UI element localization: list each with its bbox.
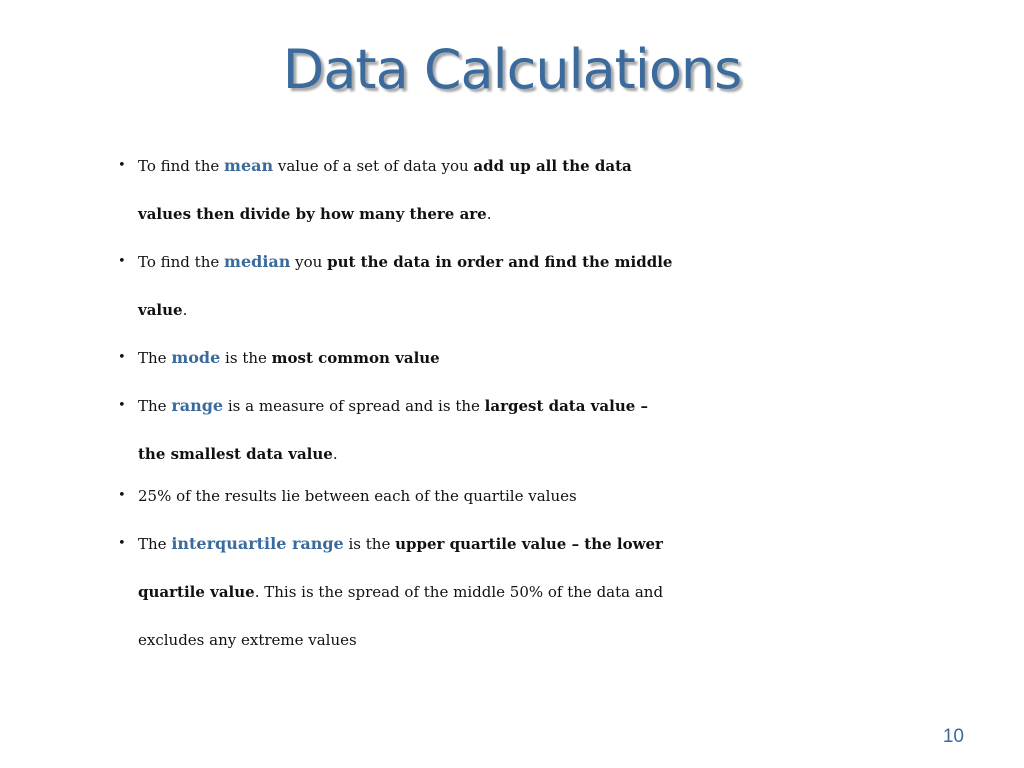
bullet-mode-text: The: [138, 349, 172, 367]
bullet-list: [115, 142, 675, 664]
bullet-median-emphasis: put the data in order and find the middle value: [138, 253, 673, 319]
bullet-quartiles: [115, 472, 675, 520]
bullet-mean-text: To find the: [138, 157, 225, 175]
bullet-iqr-end: . This is the spread of the middle 50% of the data and excludes any extreme values: [138, 583, 664, 649]
bullet-mode: [115, 334, 675, 382]
keyword-median: median: [224, 252, 291, 271]
keyword-mode: mode: [171, 348, 221, 367]
bullet-mean-text-2: value of a set of data you: [273, 157, 474, 175]
bullet-quartiles-text: 25% of the results lie between each of the quartile values: [138, 487, 577, 505]
keyword-range: range: [171, 396, 224, 415]
bullet-interquartile-range: [115, 520, 675, 664]
bullet-range-end: .: [332, 445, 338, 463]
bullet-mean-emphasis: add up all the data values then divide by how many there are: [138, 157, 632, 223]
bullet-iqr-text: The: [138, 535, 172, 553]
bullet-range-emphasis: largest data value – the smallest data value: [138, 397, 648, 463]
bullet-median-text: To find the: [138, 253, 225, 271]
bullet-mean-end: .: [486, 205, 492, 223]
bullet-median: [115, 238, 675, 334]
bullet-mean: [115, 142, 675, 238]
bullet-mode-emphasis: most common value: [271, 349, 440, 367]
bullet-range: [115, 382, 675, 478]
bullet-range-text-2: is a measure of spread and is the: [223, 397, 485, 415]
bullet-median-end: .: [182, 301, 188, 319]
keyword-interquartile-range: interquartile range: [171, 534, 344, 553]
slide-title: Data Calculations: [282, 38, 742, 101]
page-number: 10: [942, 726, 964, 747]
bullet-iqr-emphasis: upper quartile value – the lower quartile value: [138, 535, 663, 601]
bullet-mode-text-2: is the: [220, 349, 272, 367]
bullet-median-text-2: you: [290, 253, 328, 271]
bullet-range-text: The: [138, 397, 172, 415]
keyword-mean: mean: [224, 156, 274, 175]
bullet-iqr-text-2: is the: [343, 535, 396, 553]
